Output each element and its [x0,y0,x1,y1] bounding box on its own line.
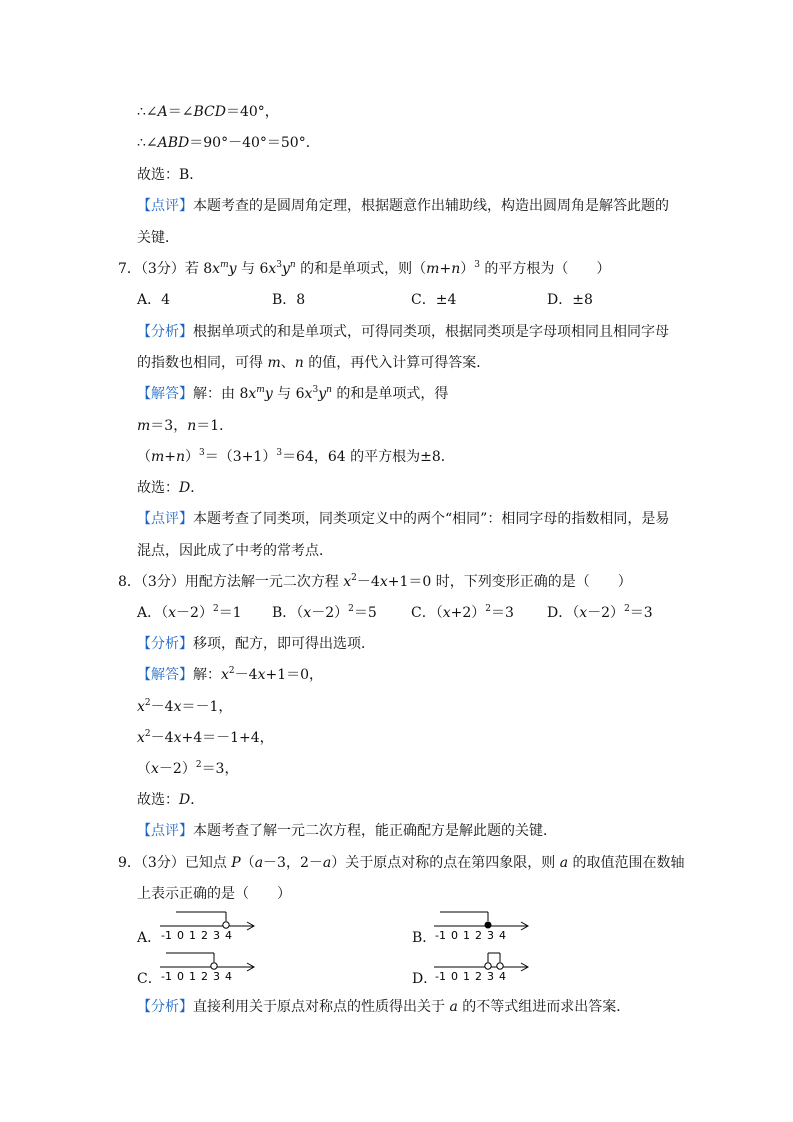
tick-label: 0 [451,929,458,942]
q9-option-a-label: A． [137,930,162,946]
q8-answer: 故选：D． [137,792,205,808]
q7-solution-3: $(m+n)^3=(3+1)^3=64$，64 的平方根为±8． [137,448,455,465]
tick-label: 0 [177,970,184,983]
tick-label: -1 [161,929,172,942]
tick-label: 1 [463,929,470,942]
tick-label: 4 [499,929,506,942]
tick-label: 1 [189,970,196,983]
q8-solution: 【解答】解：$x^2-4x+1=0$， [137,666,324,683]
q8-option-d: D．$(x-2)^2=3$ [547,604,653,621]
tick-label: 4 [225,929,232,942]
tick-label: 0 [177,929,184,942]
q9-number-line-a [158,908,260,944]
q7-solution: 【解答】解：由 $8x^my$ 与 $6x^3y^n$ 的和是单项式，得 [137,385,449,402]
q8-analysis: 【分析】移项，配方，即可得出选项． [137,636,375,652]
q7-option-c: C．±4 [411,292,457,308]
q7-stem: 7．（3分）若 $8x^my$ 与 $6x^3y^n$ 的和是单项式，则$(m+n)^3$ 的平方根为（ ） [118,260,611,277]
q9-option-c-label: C． [137,971,162,987]
review-tag: 【点评】 [137,198,193,214]
q8-option-b: B．$(x-2)^2=5$ [272,604,377,621]
q7-analysis-cont: 的指数也相同，可得 m、n 的值，再代入计算可得答案． [137,355,491,371]
q9-number-line-c [158,949,260,985]
tick-label: -1 [161,970,172,983]
q9-stem: 9．（3分）已知点 P（a－3，2－a）关于原点对称的点在第四象限，则 a 的取值范围在数轴 [118,855,685,871]
q9-analysis: 【分析】直接利用关于原点对称点的性质得出关于 a 的不等式组进而求出答案． [137,999,631,1015]
tick-label: 2 [201,929,208,942]
q9-number-line-d [432,949,534,985]
q8-option-c: C．$(x+2)^2=3$ [411,604,514,621]
tick-label: 2 [475,970,482,983]
tick-label: -1 [435,929,446,942]
tick-label: 2 [475,929,482,942]
tick-label: 4 [499,970,506,983]
q9-option-b-label: B． [412,930,437,946]
q8-review: 【点评】本题考查了解一元二次方程，能正确配方是解此题的关键． [137,823,557,839]
tick-label: 3 [487,929,494,942]
q9-option-d-label: D． [412,971,438,987]
q6-step-2: ∴∠ABD＝90°－40°＝50°． [137,135,320,151]
q7-review: 【点评】本题考查了同类项，同类项定义中的两个“相同”：相同字母的指数相同，是易 [137,511,670,527]
q7-solution-2: m＝3，n＝1． [137,418,234,434]
q7-answer: 故选：D． [137,480,205,496]
tick-label: 2 [201,970,208,983]
q9-stem-cont: 上表示正确的是（ ） [137,886,291,902]
q8-option-a: A．$(x-2)^2=1$ [137,604,242,621]
tick-label: 0 [451,970,458,983]
q8-solution-2: $x^2-4x=-1$， [137,698,233,715]
q6-answer: 故选：B． [137,167,204,183]
q7-option-b: B．8 [272,292,306,308]
tick-label: -1 [435,970,446,983]
q6-review-cont: 关键． [137,230,179,246]
q6-step-1: ∴∠A＝∠BCD＝40°， [137,104,279,120]
q6-review: 【点评】本题考查的是圆周角定理，根据题意作出辅助线，构造出圆周角是解答此题的 [137,198,669,214]
q7-analysis: 【分析】根据单项式的和是单项式，可得同类项，根据同类项是字母项相同且相同字母 [137,324,669,340]
tick-label: 3 [487,970,494,983]
q8-solution-4: $(x-2)^2=3$， [137,760,239,777]
q7-option-a: A．4 [137,292,171,308]
tick-label: 1 [463,970,470,983]
tick-label: 4 [225,970,232,983]
q8-solution-3: $x^2-4x+4=-1+4$， [137,729,274,746]
q8-stem: 8．（3分）用配方法解一元二次方程 $x^2-4x+1=0$ 时，下列变形正确的是（ ） [118,573,632,590]
q9-number-line-b [432,908,534,944]
q7-option-d: D．±8 [547,292,593,308]
tick-label: 3 [213,970,220,983]
q7-review-cont: 混点，因此成了中考的常考点． [137,543,333,559]
tick-label: 1 [189,929,196,942]
tick-label: 3 [213,929,220,942]
